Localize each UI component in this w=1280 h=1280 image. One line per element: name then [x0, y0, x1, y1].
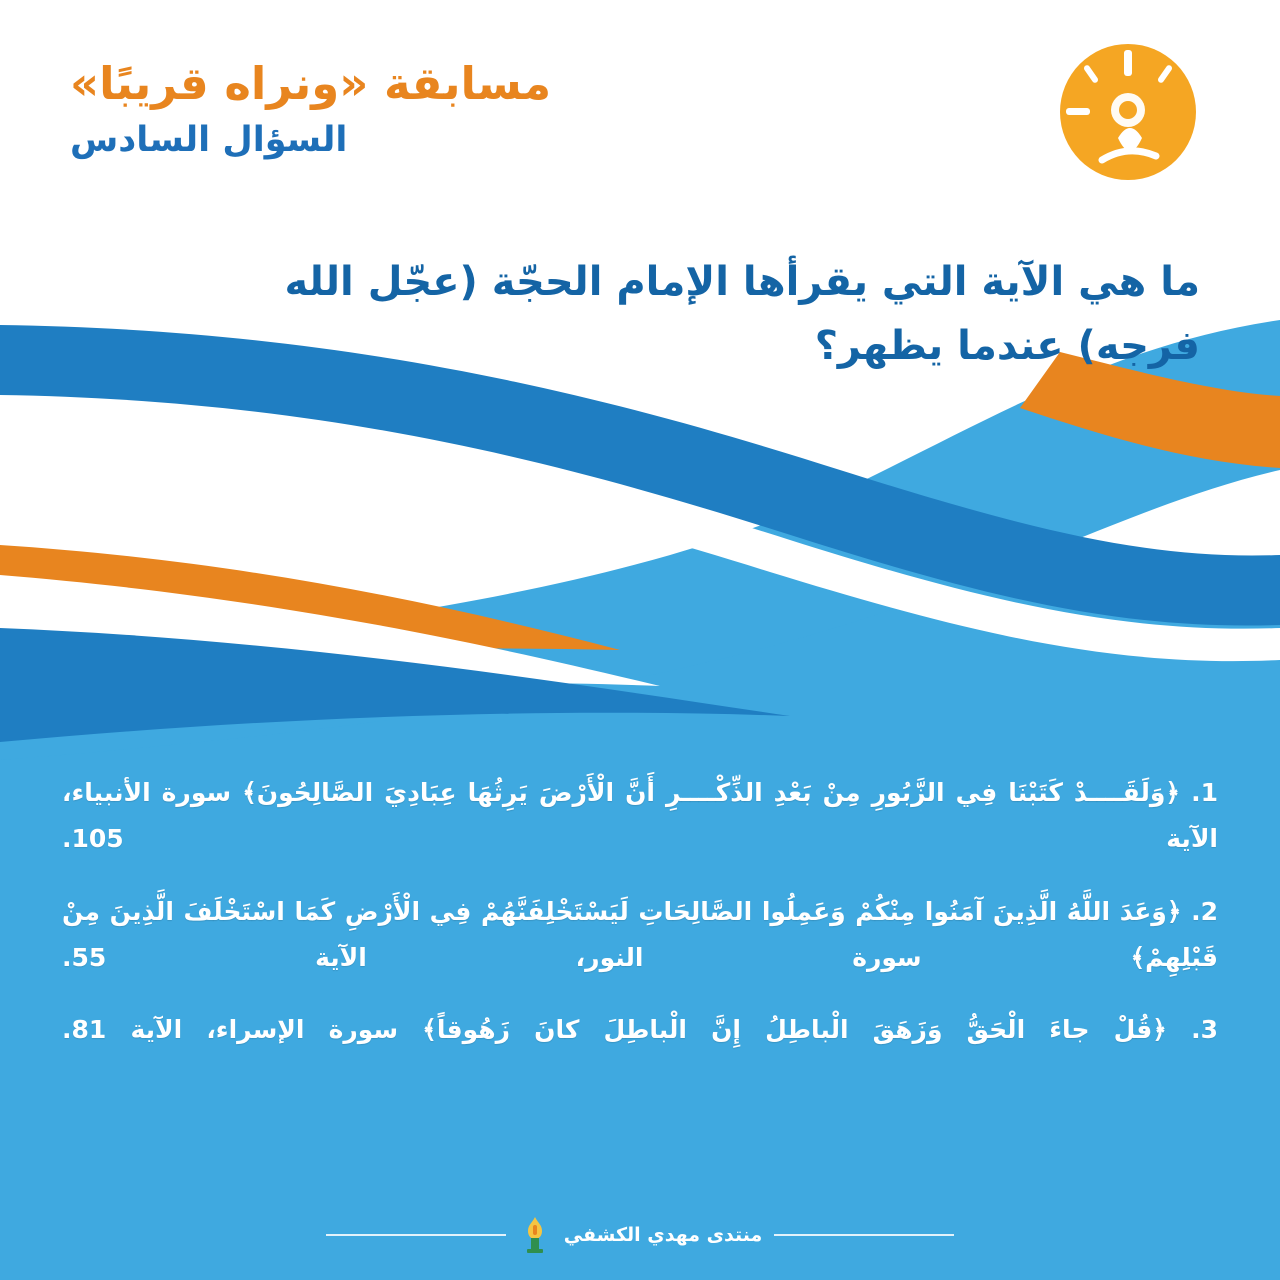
answers-list: [62, 770, 1218, 1053]
scout-candle-emblem: [518, 1215, 552, 1255]
question-text: ما هي الآية التي يقرأها الإمام الحجّة (عجّل الله فرجه) عندما يظهر؟: [284, 259, 1200, 369]
answer-option-1[interactable]: 1. ﴿وَلَقَــــدْ كَتَبْنَا فِي الزَّبُورِ مِنْ بَعْدِ الذِّكْــــرِ أَنَّ الْأَرْضَ يَرِثُهَا عِبَادِيَ الصَّالِحُونَ﴾ سورة الأنبياء، الآية 105.: [62, 778, 1218, 854]
answer-option-2[interactable]: 2. ﴿وَعَدَ اللَّهُ الَّذِينَ آمَنُوا مِنْكُمْ وَعَمِلُوا الصَّالِحَاتِ لَيَسْتَخْلِفَنَّهُمْ فِي الْأَرْضِ كَمَا اسْتَخْلَفَ الَّذِينَ مِنْ قَبْلِهِمْ﴾ سورة النور، الآية 55.: [62, 896, 1218, 972]
footer-divider-right: [774, 1234, 954, 1236]
card-footer: [0, 1208, 1280, 1262]
question-number-label: السؤال السادس: [70, 120, 348, 161]
card-header: [40, 28, 1240, 218]
wanarahu-qariban-logo: [1058, 42, 1198, 182]
forum-name: منتدى مهدي الكشفي: [563, 1224, 763, 1246]
footer-divider-left: [326, 1234, 506, 1236]
answer-option-3[interactable]: 3. ﴿قُلْ جاءَ الْحَقُّ وَزَهَقَ الْباطِلُ إِنَّ الْباطِلَ كانَ زَهُوقاً﴾ سورة الإسراء، الآية 81.: [62, 1015, 1218, 1044]
competition-title: مسابقة «ونراه قريبًا»: [70, 57, 552, 110]
header-titles: [70, 56, 1030, 160]
